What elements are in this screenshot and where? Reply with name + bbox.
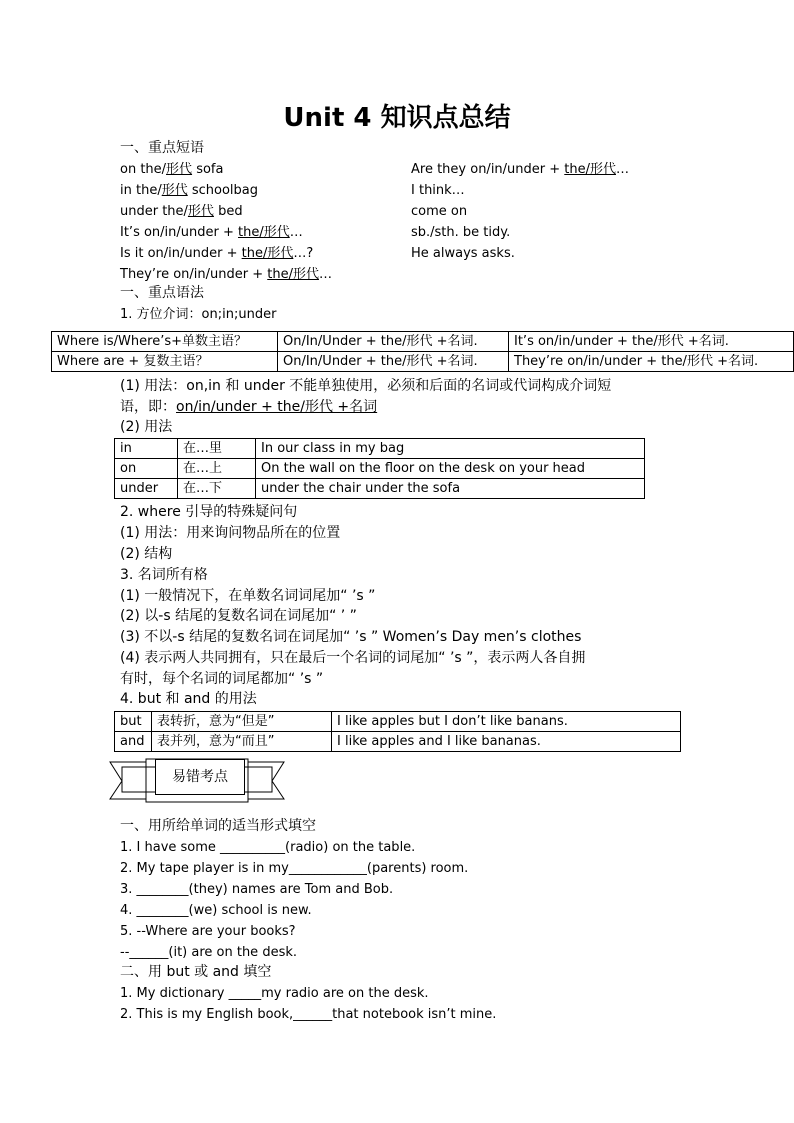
preposition-pattern-table: [51, 331, 794, 372]
exercise-item: 2. My tape player is in my____________(parents) room.: [120, 861, 469, 876]
banner-label: 易错考点: [155, 759, 245, 795]
grammar-note: (1) 一般情况下，在单数名词词尾加“ ’s ”: [120, 588, 376, 604]
phrase-item: Are they on/in/under + the/形代…: [411, 162, 629, 177]
table-cell: Where is/Where’s+单数主语？: [52, 332, 278, 352]
grammar-point-prepositions: 1. 方位介词：on;in;under: [120, 307, 277, 322]
table-row: [115, 439, 645, 459]
phrase-item: under the/形代 bed: [120, 204, 243, 219]
table-cell: under: [115, 479, 178, 499]
phrase-item: They’re on/in/under + the/形代…: [120, 267, 332, 282]
exercise-item: 5. --Where are your books?: [120, 924, 296, 939]
preposition-usage-table: [114, 438, 645, 499]
table-cell: On/In/Under + the/形代 +名词.: [278, 352, 509, 372]
table-cell: in: [115, 439, 178, 459]
exercise-item: 1. My dictionary _____my radio are on the desk.: [120, 986, 429, 1001]
section-heading-phrases: 一、重点短语: [120, 140, 204, 156]
grammar-note: (1) 用法：用来询问物品所在的位置: [120, 525, 341, 541]
exercise-item: --______(it) are on the desk.: [120, 945, 297, 960]
usage-heading: (2) 用法: [120, 419, 173, 435]
phrase-item: sb./sth. be tidy.: [411, 225, 511, 240]
grammar-note: (2) 以-s 结尾的复数名词在词尾加“ ’ ”: [120, 608, 357, 624]
table-cell: 表转折，意为“但是”: [152, 712, 332, 732]
table-cell: On/In/Under + the/形代 +名词.: [278, 332, 509, 352]
table-row: [115, 479, 645, 499]
grammar-note: 2. where 引导的特殊疑问句: [120, 504, 298, 520]
table-row: [52, 332, 794, 352]
exercise-item: 4. ________(we) school is new.: [120, 903, 312, 918]
conjunction-table: [114, 711, 681, 752]
table-cell: but: [115, 712, 152, 732]
grammar-note: 3. 名词所有格: [120, 567, 208, 583]
table-cell: Where are + 复数主语？: [52, 352, 278, 372]
grammar-note: (2) 结构: [120, 546, 173, 562]
table-cell: under the chair under the sofa: [256, 479, 645, 499]
grammar-note: 有时，每个名词的词尾都加“ ’s ”: [120, 671, 324, 687]
table-cell: 在…里: [178, 439, 256, 459]
usage-note: (1) 用法：on,in 和 under 不能单独使用，必须和后面的名词或代词构成介词短: [120, 378, 612, 394]
phrase-item: in the/形代 schoolbag: [120, 183, 258, 198]
table-cell: In our class in my bag: [256, 439, 645, 459]
table-cell: It’s on/in/under + the/形代 +名词.: [509, 332, 794, 352]
section-heading-grammar: 一、重点语法: [120, 285, 204, 301]
table-cell: They’re on/in/under + the/形代 +名词.: [509, 352, 794, 372]
table-cell: 在…上: [178, 459, 256, 479]
grammar-note: (3) 不以-s 结尾的复数名词在词尾加“ ’s ” Women’s Day men’s clothes: [120, 629, 582, 645]
table-row: [115, 732, 681, 752]
table-cell: 在…下: [178, 479, 256, 499]
phrase-item: Is it on/in/under + the/形代…?: [120, 246, 314, 261]
phrase-item: It’s on/in/under + the/形代…: [120, 225, 303, 240]
phrase-item: come on: [411, 204, 468, 219]
table-cell: and: [115, 732, 152, 752]
table-row: [115, 712, 681, 732]
table-cell: I like apples and I like bananas.: [332, 732, 681, 752]
exercise-item: 1. I have some __________(radio) on the table.: [120, 840, 416, 855]
table-cell: on: [115, 459, 178, 479]
table-cell: I like apples but I don’t like banans.: [332, 712, 681, 732]
table-cell: On the wall on the floor on the desk on your head: [256, 459, 645, 479]
grammar-note: 4. but 和 and 的用法: [120, 691, 257, 707]
exercise-item: 3. ________(they) names are Tom and Bob.: [120, 882, 394, 897]
table-cell: 表并列，意为“而且”: [152, 732, 332, 752]
table-row: [52, 352, 794, 372]
phrase-item: on the/形代 sofa: [120, 162, 224, 177]
table-row: [115, 459, 645, 479]
grammar-note: (4) 表示两人共同拥有，只在最后一个名词的词尾加“ ’s ”，表示两人各自拥: [120, 650, 586, 666]
exercise-heading: 一、用所给单词的适当形式填空: [120, 818, 316, 834]
phrase-item: I think…: [411, 183, 465, 198]
exercise-item: 2. This is my English book,______that notebook isn’t mine.: [120, 1007, 497, 1022]
exercise-heading: 二、用 but 或 and 填空: [120, 964, 272, 980]
phrase-item: He always asks.: [411, 246, 515, 261]
usage-note-continued: 语，即：on/in/under + the/形代 +名词: [120, 399, 378, 415]
page-title: Unit 4 知识点总结: [283, 103, 511, 133]
